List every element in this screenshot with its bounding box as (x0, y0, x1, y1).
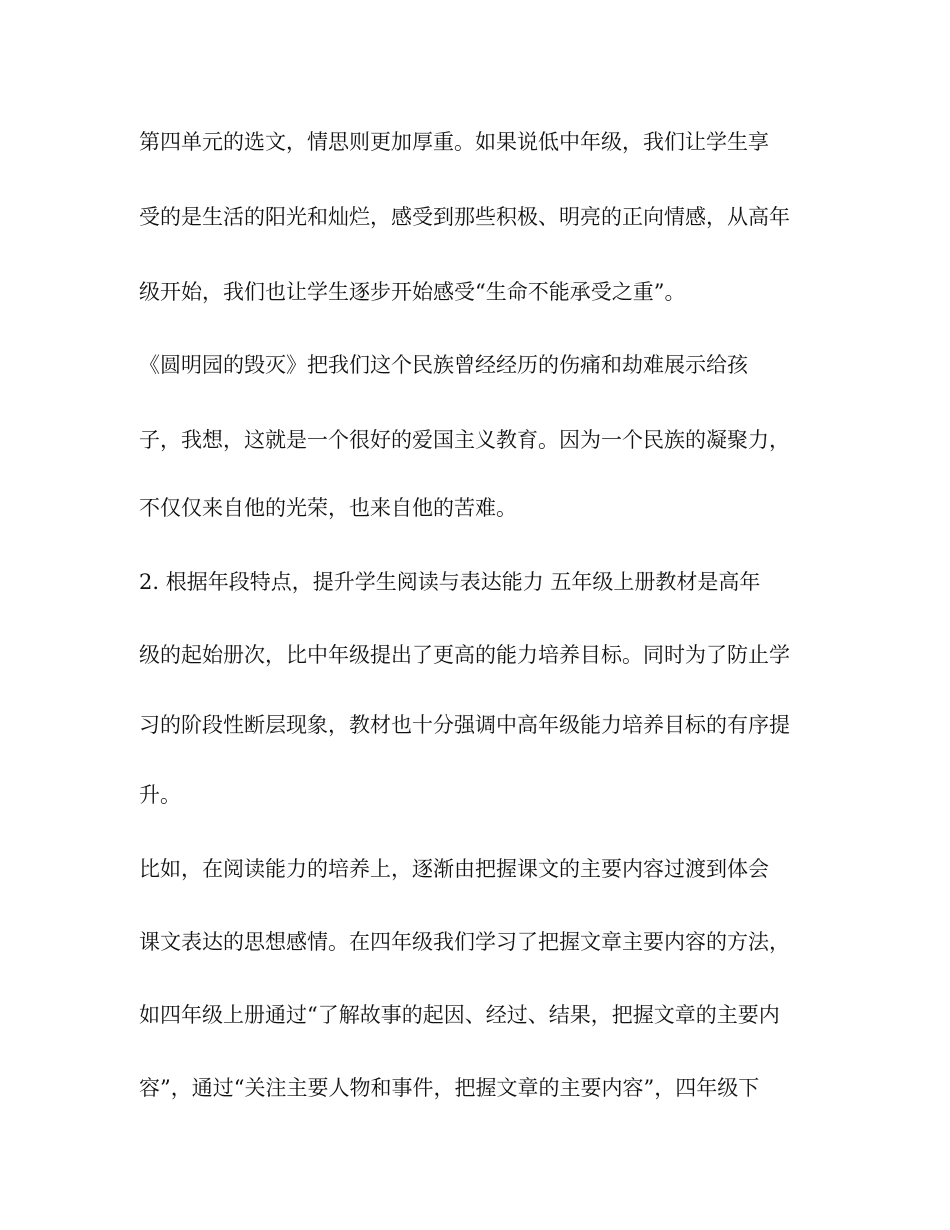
text-line: 子，我想，这就是一个很好的爱国主义教育。因为一个民族的凝聚力， (139, 428, 790, 452)
text-line: 受的是生活的阳光和灿烂，感受到那些积极、明亮的正向情感，从高年 (139, 205, 790, 229)
text-line: 如四年级上册通过“了解故事的起因、经过、结果，把握文章的主要内 (139, 1003, 780, 1027)
text-line: 级的起始册次，比中年级提出了更高的能力培养目标。同时为了防止学 (139, 643, 790, 667)
text-line: 2. 根据年段特点，提升学生阅读与表达能力 五年级上册教材是高年 (139, 570, 761, 594)
text-line: 不仅仅来自他的光荣，也来自他的苦难。 (139, 496, 517, 520)
text-line: 升。 (139, 783, 181, 807)
text-line: 容”，通过“关注主要人物和事件，把握文章的主要内容”，四年级下 (139, 1076, 760, 1100)
text-line: 级开始，我们也让学生逐步开始感受“生命不能承受之重”。 (139, 280, 686, 304)
text-line: 《圆明园的毁灭》把我们这个民族曾经经历的伤痛和劫难展示给孩 (139, 353, 748, 377)
text-line: 习的阶段性断层现象，教材也十分强调中高年级能力培养目标的有序提 (139, 713, 790, 737)
text-line: 第四单元的选文，情思则更加厚重。如果说低中年级，我们让学生享 (139, 130, 769, 154)
text-line: 课文表达的思想感情。在四年级我们学习了把握文章主要内容的方法， (139, 930, 790, 954)
text-line: 比如，在阅读能力的培养上，逐渐由把握课文的主要内容过渡到体会 (139, 857, 769, 881)
